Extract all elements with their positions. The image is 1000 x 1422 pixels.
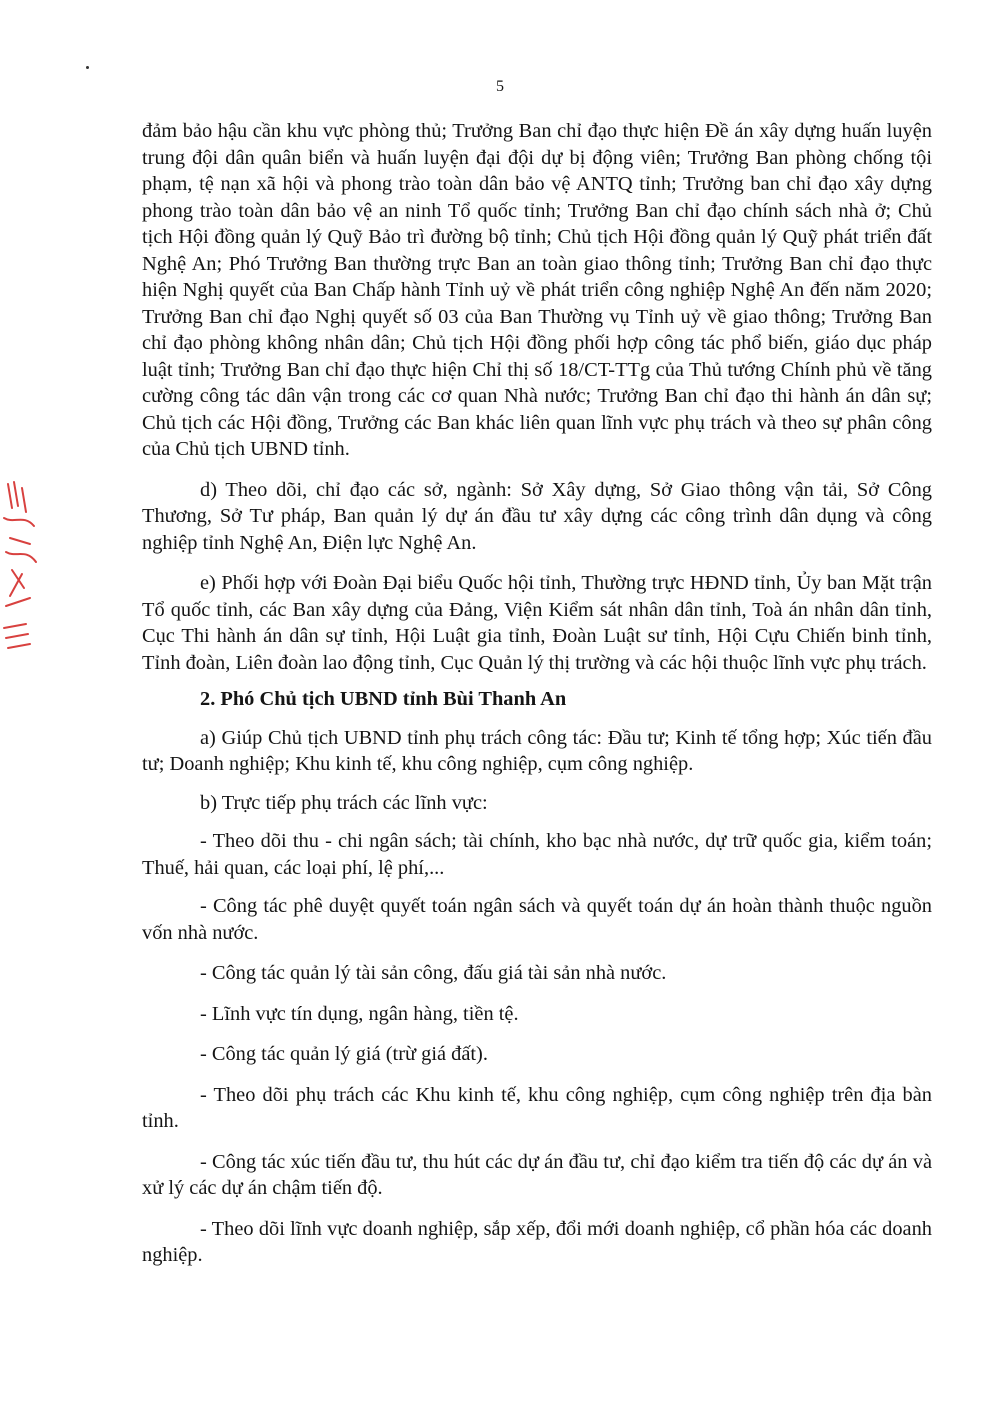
document-body	[142, 118, 932, 1269]
section-heading: 2. Phó Chủ tịch UBND tỉnh Bùi Thanh An	[200, 688, 567, 710]
page-number: 5	[496, 78, 504, 95]
list-item: - Công tác xúc tiến đầu tư, thu hút các dự án đầu tư, chỉ đạo kiểm tra tiến độ các dự án và xử lý các dự án chậm tiến độ.	[142, 1150, 932, 1199]
list-item: - Công tác phê duyệt quyết toán ngân sách và quyết toán dự án hoàn thành thuộc nguồn vốn nhà nước.	[142, 895, 932, 944]
paragraph-continuation: đảm bảo hậu cần khu vực phòng thủ; Trưởng Ban chỉ đạo thực hiện Đề án xây dựng huấn luyện trung đội dân quân biển và huấn luyện đại đội dự bị động viên; Trưởng Ban phòng chống tội phạm, tệ nạn xã hội và phong trào toàn dân bảo vệ ANTQ tỉnh; Trưởng ban chỉ đạo xây dựng phong trào toàn dân bảo vệ an ninh Tổ quốc tỉnh; Trưởng Ban chỉ đạo chính sách nhà ở; Chủ tịch Hội đồng quản lý Quỹ Bảo trì đường bộ tỉnh; Chủ tịch Hội đồng quản lý Quỹ phát triển đất Nghệ An; Phó Trưởng Ban thường trực Ban an toàn giao thông tỉnh; Trưởng Ban chỉ đạo thực hiện Nghị quyết của Ban Chấp hành Tỉnh uỷ về phát triển công nghiệp Nghệ An đến năm 2020; Trưởng Ban chỉ đạo Nghị quyết số 03 của Ban Thường vụ Tỉnh uỷ về giao thông; Trưởng Ban chỉ đạo phòng không nhân dân; Chủ tịch Hội đồng phối hợp công tác phổ biến, giáo dục pháp luật tỉnh; Trưởng Ban chỉ đạo thực hiện Chỉ thị số 18/CT-TTg của Thủ tướng Chính phủ về tăng cường công tác dân vận trong các cơ quan Nhà nước; Trưởng Ban chỉ đạo thi hành án dân sự; Chủ tịch các Hội đồng, Trưởng các Ban khác liên quan lĩnh vực phụ trách và theo sự phân công của Chủ tịch UBND tỉnh.	[142, 120, 932, 460]
item-b: b) Trực tiếp phụ trách các lĩnh vực:	[200, 791, 488, 814]
list-item: - Theo dõi thu - chi ngân sách; tài chính, kho bạc nhà nước, dự trữ quốc gia, kiểm toán; Thuế, hải quan, các loại phí, lệ phí,...	[142, 830, 932, 879]
paragraph-e: e) Phối hợp với Đoàn Đại biểu Quốc hội tỉnh, Thường trực HĐND tỉnh, Ủy ban Mặt trận Tổ quốc tỉnh, các Ban xây dựng của Đảng, Viện Kiểm sát nhân dân tỉnh, Toà án nhân dân tỉnh, Cục Thi hành án dân sự tỉnh, Hội Luật gia tỉnh, Đoàn Luật sư tỉnh, Hội Cựu Chiến binh tỉnh, Tỉnh đoàn, Liên đoàn lao động tỉnh, Cục Quản lý thị trường và các hội thuộc lĩnh vực phụ trách.	[142, 572, 932, 674]
red-stamp-edge	[0, 478, 42, 668]
list-item: - Theo dõi phụ trách các Khu kinh tế, khu công nghiệp, cụm công nghiệp trên địa bàn tỉnh.	[142, 1083, 932, 1132]
list-item: - Lĩnh vực tín dụng, ngân hàng, tiền tệ.	[200, 1002, 519, 1025]
item-a: a) Giúp Chủ tịch UBND tỉnh phụ trách công tác: Đầu tư; Kinh tế tổng hợp; Xúc tiến đầu tư; Doanh nghiệp; Khu kinh tế, khu công nghiệp, cụm công nghiệp.	[142, 726, 932, 775]
scan-dot-mark	[86, 66, 89, 69]
paragraph-d: d) Theo dõi, chỉ đạo các sở, ngành: Sở Xây dựng, Sở Giao thông vận tải, Sở Công Thương, Sở Tư pháp, Ban quản lý dự án đầu tư xây dựng các công trình dân dụng và công nghiệp tỉnh Nghệ An, Điện lực Nghệ An.	[142, 478, 932, 554]
list-item: - Công tác quản lý giá (trừ giá đất).	[200, 1043, 488, 1065]
list-item: - Công tác quản lý tài sản công, đấu giá tài sản nhà nước.	[200, 962, 667, 984]
list-item: - Theo dõi lĩnh vực doanh nghiệp, sắp xếp, đổi mới doanh nghiệp, cổ phần hóa các doanh nghiệp.	[142, 1217, 932, 1266]
